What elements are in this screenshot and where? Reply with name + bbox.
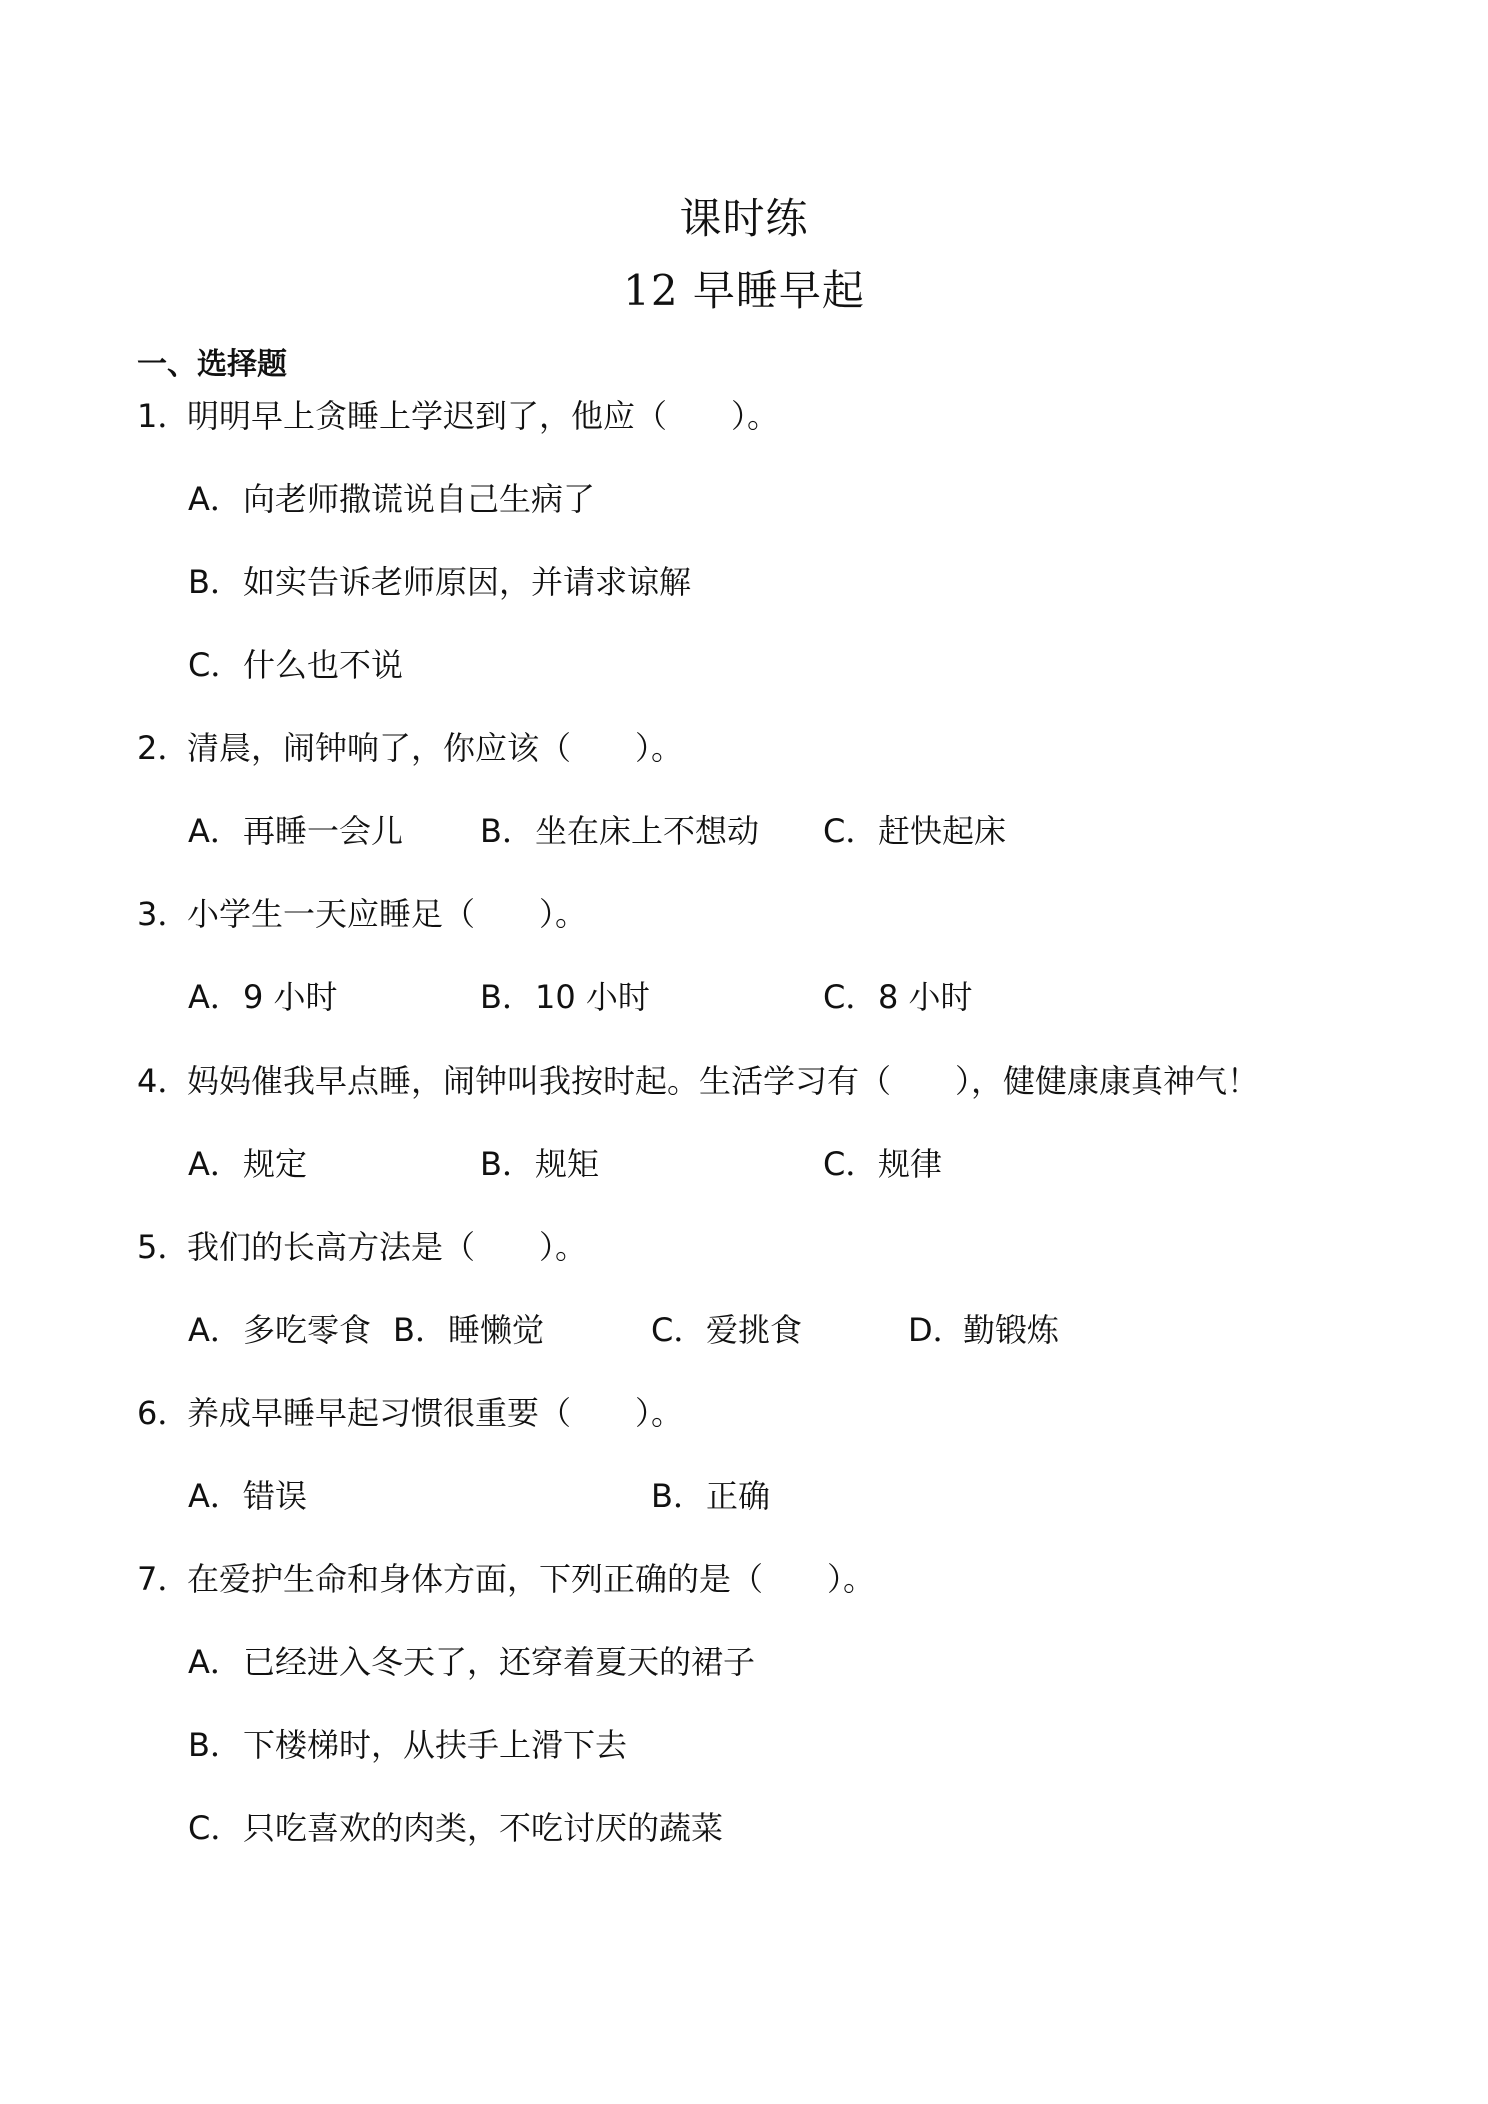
option-text: 8 小时	[878, 978, 973, 1016]
question-6-option-b[interactable]	[651, 1477, 771, 1515]
option-text: 睡懒觉	[448, 1311, 545, 1349]
option-text: 向老师撒谎说自己生病了	[243, 480, 596, 518]
question-5-option-d[interactable]	[908, 1311, 1060, 1349]
option-text: 10 小时	[535, 978, 650, 1016]
option-text: 再睡一会儿	[243, 812, 404, 850]
option-text: 坐在床上不想动	[535, 812, 760, 850]
option-text: 9 小时	[243, 978, 338, 1016]
question-number: 2．	[137, 729, 190, 767]
question-1-option-b[interactable]	[188, 563, 692, 601]
option-letter: B．	[188, 1726, 242, 1764]
option-text: 勤锻炼	[963, 1311, 1060, 1349]
option-text: 规矩	[535, 1145, 600, 1183]
question-5-option-b[interactable]	[393, 1311, 545, 1349]
option-letter: B．	[480, 1145, 534, 1183]
option-letter: B．	[651, 1477, 705, 1515]
question-number: 7．	[137, 1560, 190, 1598]
option-text: 规律	[878, 1145, 943, 1183]
option-letter: C．	[823, 978, 878, 1016]
option-letter: A．	[188, 978, 242, 1016]
lesson-subtitle: 12 早睡早起	[623, 266, 865, 315]
question-4-option-c[interactable]	[823, 1145, 943, 1183]
option-text: 如实告诉老师原因，并请求谅解	[243, 563, 692, 601]
option-text: 赶快起床	[878, 812, 1007, 850]
option-letter: C．	[823, 1145, 878, 1183]
question-3-option-b[interactable]	[480, 978, 650, 1016]
question-text: 明明早上贪睡上学迟到了，他应（ ）。	[187, 397, 780, 435]
option-text: 规定	[243, 1145, 308, 1183]
question-3	[137, 895, 588, 933]
option-letter: A．	[188, 1643, 242, 1681]
question-4	[137, 1062, 1260, 1100]
question-number: 6．	[137, 1394, 190, 1432]
question-7-option-c[interactable]	[188, 1809, 724, 1847]
option-text: 什么也不说	[243, 646, 404, 684]
question-number: 4．	[137, 1062, 190, 1100]
section-heading: 一、选择题	[137, 347, 287, 382]
question-number: 3．	[137, 895, 190, 933]
question-text: 小学生一天应睡足（ ）。	[187, 895, 588, 933]
option-letter: B．	[188, 563, 242, 601]
option-letter: C．	[651, 1311, 706, 1349]
question-5-option-a[interactable]	[188, 1311, 372, 1349]
option-letter: D．	[908, 1311, 965, 1349]
question-2-option-c[interactable]	[823, 812, 1007, 850]
option-text: 已经进入冬天了，还穿着夏天的裙子	[243, 1643, 756, 1681]
question-2-option-a[interactable]	[188, 812, 404, 850]
question-3-option-c[interactable]	[823, 978, 973, 1016]
option-letter: A．	[188, 812, 242, 850]
option-text: 错误	[243, 1477, 308, 1515]
question-2	[137, 729, 684, 767]
question-7-option-b[interactable]	[188, 1726, 628, 1764]
option-letter: C．	[188, 646, 243, 684]
question-7-option-a[interactable]	[188, 1643, 756, 1681]
option-letter: B．	[393, 1311, 447, 1349]
question-number: 5．	[137, 1228, 190, 1266]
option-text: 正确	[706, 1477, 771, 1515]
option-text: 爱挑食	[706, 1311, 803, 1349]
question-7	[137, 1560, 876, 1598]
question-text: 清晨，闹钟响了，你应该（ ）。	[187, 729, 684, 767]
question-5	[137, 1228, 588, 1266]
question-text: 养成早睡早起习惯很重要（ ）。	[187, 1394, 684, 1432]
option-text: 多吃零食	[243, 1311, 372, 1349]
question-1-option-c[interactable]	[188, 646, 404, 684]
page-title: 课时练	[679, 194, 809, 243]
option-letter: B．	[480, 812, 534, 850]
question-text: 我们的长高方法是（ ）。	[187, 1228, 588, 1266]
question-3-option-a[interactable]	[188, 978, 338, 1016]
question-4-option-a[interactable]	[188, 1145, 308, 1183]
option-text: 只吃喜欢的肉类，不吃讨厌的蔬菜	[243, 1809, 724, 1847]
question-6	[137, 1394, 684, 1432]
question-5-option-c[interactable]	[651, 1311, 803, 1349]
question-1-option-a[interactable]	[188, 480, 596, 518]
option-letter: A．	[188, 1311, 242, 1349]
option-letter: C．	[188, 1809, 243, 1847]
option-letter: A．	[188, 1145, 242, 1183]
option-letter: B．	[480, 978, 534, 1016]
question-4-option-b[interactable]	[480, 1145, 600, 1183]
question-number: 1．	[137, 397, 190, 435]
question-text: 在爱护生命和身体方面，下列正确的是（ ）。	[187, 1560, 876, 1598]
question-1	[137, 397, 780, 435]
option-letter: A．	[188, 480, 242, 518]
question-6-option-a[interactable]	[188, 1477, 308, 1515]
option-text: 下楼梯时，从扶手上滑下去	[243, 1726, 628, 1764]
option-letter: C．	[823, 812, 878, 850]
question-text: 妈妈催我早点睡，闹钟叫我按时起。生活学习有（ ），健健康康真神气！	[187, 1062, 1260, 1100]
option-letter: A．	[188, 1477, 242, 1515]
question-2-option-b[interactable]	[480, 812, 760, 850]
